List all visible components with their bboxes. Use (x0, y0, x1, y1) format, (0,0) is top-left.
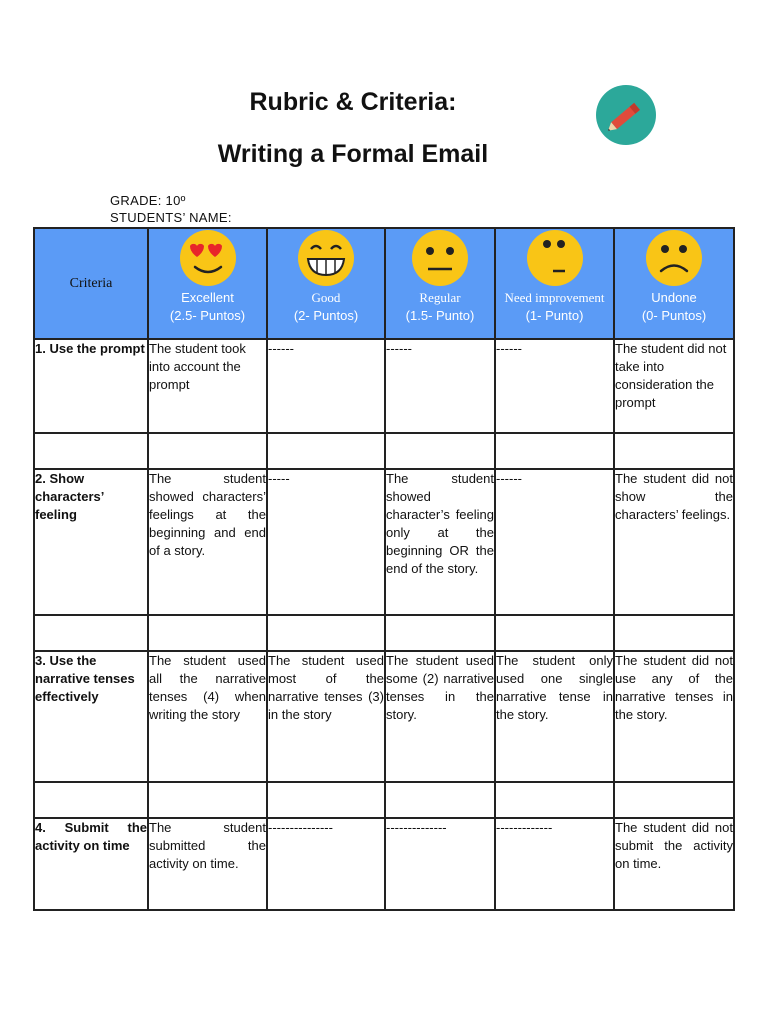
table-cell: ------ (495, 469, 614, 615)
grade-label: GRADE: 10º (110, 193, 186, 208)
neutral-face-icon (408, 229, 472, 289)
table-cell: -------------- (385, 818, 495, 910)
students-name-label: STUDENTS’ NAME: (110, 210, 232, 225)
level-good (267, 228, 385, 339)
level-name: Regular (419, 290, 461, 305)
table-row (34, 651, 734, 782)
spacer-row (34, 433, 734, 469)
level-name: Need improvement (504, 290, 605, 305)
grinning-face-icon (294, 229, 358, 289)
table-cell: ------ (385, 339, 495, 433)
criterion-cell: 2. Show characters’ feeling (34, 469, 148, 615)
table-header-row (34, 228, 734, 339)
level-points: (1.5- Punto) (405, 308, 475, 323)
table-cell: ------------- (495, 818, 614, 910)
level-regular (385, 228, 495, 339)
pencil-badge-icon (596, 85, 656, 145)
level-need-improvement (495, 228, 614, 339)
criteria-header: Criteria (34, 228, 148, 339)
level-name: Excellent (181, 290, 234, 305)
table-cell: The student did not submit the activity on time. (614, 818, 734, 910)
criterion-cell: 4. Submit the activity on time (34, 818, 148, 910)
table-row (34, 818, 734, 910)
rubric-table (33, 227, 735, 911)
page-title: Rubric & Criteria: (249, 88, 457, 116)
spacer-row (34, 615, 734, 651)
page-subtitle: Writing a Formal Email (217, 140, 489, 168)
table-row (34, 469, 734, 615)
table-cell: The student did not show the characters’ feelings. (614, 469, 734, 615)
level-undone (614, 228, 734, 339)
level-excellent (148, 228, 267, 339)
table-cell: The student submitted the activity on time. (148, 818, 267, 910)
heart-eyes-face-icon (176, 229, 240, 289)
table-cell: The student did not use any of the narrative tenses in the story. (614, 651, 734, 782)
level-name: Undone (651, 290, 697, 305)
table-cell: ----- (267, 469, 385, 615)
table-cell: The student showed character’s feeling only at the beginning OR the end of the story. (385, 469, 495, 615)
level-points: (0- Puntos) (641, 308, 707, 323)
table-cell: The student only used one single narrative tense in the story. (495, 651, 614, 782)
spacer-row (34, 782, 734, 818)
table-cell: The student used all the narrative tenses (4) when writing the story (148, 651, 267, 782)
table-cell: ------ (495, 339, 614, 433)
table-row (34, 339, 734, 433)
level-name: Good (311, 290, 341, 305)
frowning-face-icon (642, 229, 706, 289)
criterion-cell: 3. Use the narrative tenses effectively (34, 651, 148, 782)
level-points: (1- Punto) (525, 308, 584, 323)
table-cell: --------------- (267, 818, 385, 910)
table-cell: The student took into account the prompt (148, 339, 267, 433)
table-cell: The student showed characters’ feelings at the beginning and end of a story. (148, 469, 267, 615)
criterion-cell: 1. Use the prompt (34, 339, 148, 433)
level-points: (2- Puntos) (293, 308, 359, 323)
table-cell: The student used most of the narrative tenses (3) in the story (267, 651, 385, 782)
level-points: (2.5- Puntos) (169, 308, 246, 323)
table-cell: ------ (267, 339, 385, 433)
table-cell: The student did not take into consideration the prompt (614, 339, 734, 433)
table-cell: The student used some (2) narrative tenses in the story. (385, 651, 495, 782)
unsure-face-icon (523, 229, 587, 289)
